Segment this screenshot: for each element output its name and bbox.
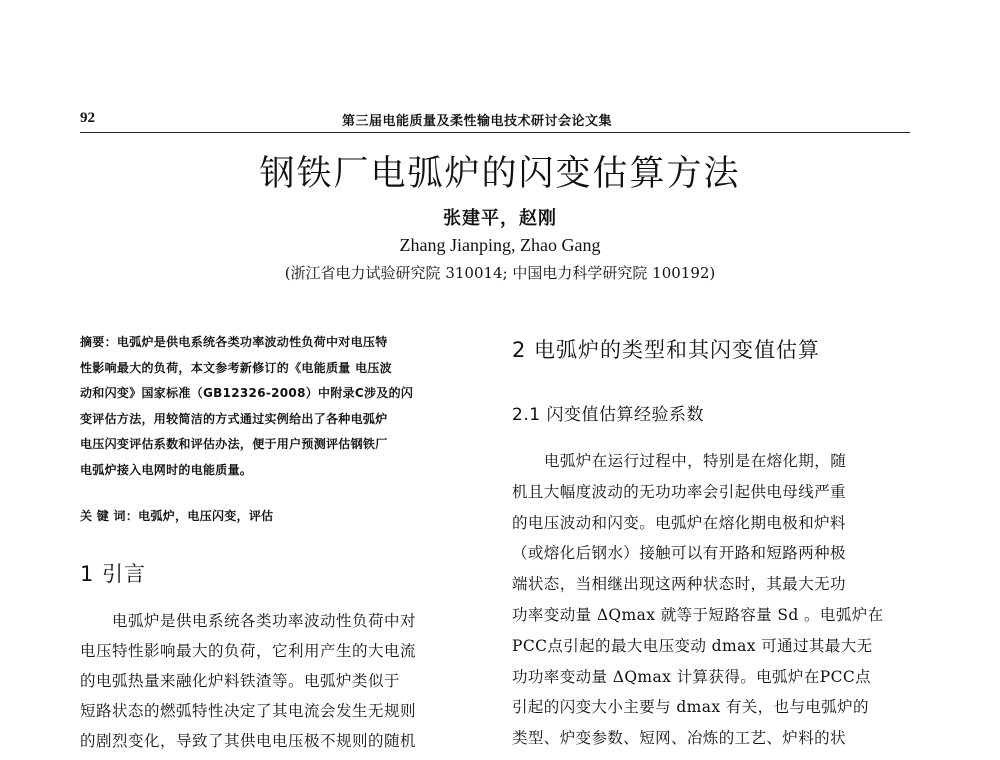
paragraph-line: 的电压波动和闪变。电弧炉在熔化期电极和炉料: [512, 513, 846, 532]
section-2-heading: 2 电弧炉的类型和其闪变值估算: [512, 338, 821, 362]
paragraph-line: 的剧烈变化，导致了其供电电压极不规则的随机: [80, 732, 417, 750]
paragraph-line: 的电弧热量来融化炉料铁渣等。电弧炉类似于: [80, 672, 401, 690]
keywords: 关 键 词：电弧炉，电压闪变，评估: [80, 509, 274, 523]
paragraph-line: 功功率变动量 ΔQmax 计算获得。电弧炉在PCC点: [512, 667, 871, 686]
paper-title: 钢铁厂电弧炉的闪变估算方法: [259, 154, 741, 194]
abstract-line: 电弧炉接入电网时的电能质量。: [80, 462, 253, 477]
paragraph-line: 类型、炉变参数、短网、冶炼的工艺、炉料的状: [512, 729, 846, 748]
section-2-body: [512, 446, 912, 754]
section-2-1-heading: 2.1 闪变值估算经验系数: [512, 405, 704, 425]
authors-chinese: 张建平，赵刚: [443, 208, 557, 229]
paragraph-line: 短路状态的燃弧特性决定了其电流会发生无规则: [80, 702, 417, 720]
abstract: [80, 330, 480, 483]
abstract-line: 变评估方法，用较简洁的方式通过实例给出了各种电弧炉: [80, 411, 388, 426]
abstract-line: 摘要：电弧炉是供电系统各类功率波动性负荷中对电压特: [80, 335, 388, 349]
paragraph-line: 机且大幅度波动的无功功率会引起供电母线严重: [512, 482, 846, 501]
abstract-line: 电压闪变评估系数和评估办法，便于用户预测评估钢铁厂: [80, 437, 388, 451]
abstract-line: 性影响最大的负荷，本文参考新修订的《电能质量 电压波: [80, 360, 392, 375]
running-header: [80, 110, 910, 133]
paragraph-line: 功率变动量 ΔQmax 就等于短路容量 Sd 。电弧炉在: [512, 605, 884, 624]
paragraph-line: 引起的闪变大小主要与 dmax 有关，也与电弧炉的: [512, 698, 869, 717]
section-1-heading: 1 引言: [80, 562, 147, 586]
authors-english: Zhang Jianping, Zhao Gang: [399, 235, 601, 255]
affiliation: (浙江省电力试验研究院 310014; 中国电力科学研究院 100192): [284, 264, 716, 282]
journal-title: 第三届电能质量及柔性输电技术研讨会论文集: [342, 114, 613, 129]
section-1-body: [80, 606, 485, 756]
paragraph-line: 电压特性影响最大的负荷，它利用产生的大电流: [80, 642, 417, 660]
abstract-line: 动和闪变》国家标准（GB12326-2008）中附录C涉及的闪: [80, 386, 414, 400]
paragraph-line: PCC点引起的最大电压变动 dmax 可通过其最大无: [512, 636, 873, 655]
paragraph-line: 电弧炉是供电系统各类功率波动性负荷中对: [112, 612, 417, 630]
paragraph-line: （或熔化后钢水）接触可以有开路和短路两种极: [512, 544, 846, 563]
page-number: 92: [80, 110, 95, 126]
paragraph-line: 电弧炉在运行过程中，特别是在熔化期，随: [544, 452, 847, 470]
paragraph-line: 端状态，当相继出现这两种状态时，其最大无功: [512, 575, 846, 594]
